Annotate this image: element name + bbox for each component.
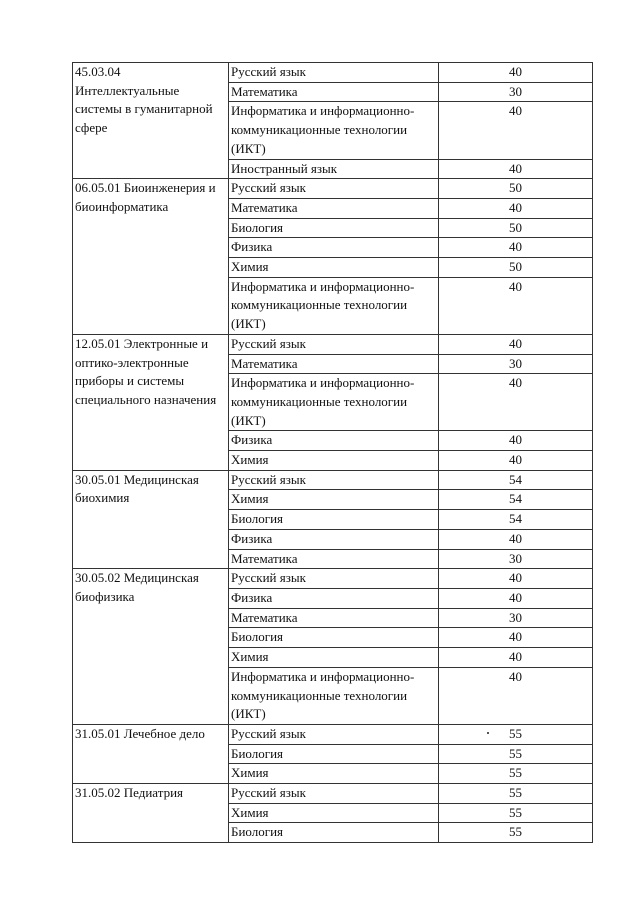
table-row [73, 334, 593, 354]
min-score: 30 [439, 354, 593, 374]
subject-name: Русский язык [229, 470, 439, 490]
min-score: 54 [439, 490, 593, 510]
min-score: 40 [439, 588, 593, 608]
min-score: 30 [439, 82, 593, 102]
subject-name: Русский язык [229, 334, 439, 354]
min-score: 40 [439, 277, 593, 334]
program-name: 12.05.01 Электронные и оптико-электронные приборы и системы специального назначения [73, 334, 229, 470]
min-score: 40 [439, 628, 593, 648]
subject-name: Химия [229, 490, 439, 510]
subject-name: Химия [229, 803, 439, 823]
min-score: 55 [439, 724, 593, 744]
min-score: 40 [439, 238, 593, 258]
min-score: 40 [439, 159, 593, 179]
min-score: 50 [439, 258, 593, 278]
min-score: 40 [439, 374, 593, 431]
table-row [73, 569, 593, 589]
min-score: 40 [439, 102, 593, 159]
subject-name: Математика [229, 198, 439, 218]
min-score: 40 [439, 63, 593, 83]
min-score: 40 [439, 648, 593, 668]
min-score: 55 [439, 803, 593, 823]
min-score: 54 [439, 510, 593, 530]
subject-name: Математика [229, 354, 439, 374]
table-row [73, 784, 593, 804]
program-name: 06.05.01 Биоинженерия и биоинформатика [73, 179, 229, 335]
min-score: 50 [439, 218, 593, 238]
subject-name: Информатика и информационно-коммуникационные технологии (ИКТ) [229, 667, 439, 724]
min-score: 54 [439, 470, 593, 490]
subject-name: Биология [229, 510, 439, 530]
min-score: 55 [439, 784, 593, 804]
subject-name: Биология [229, 744, 439, 764]
program-name: 31.05.02 Педиатрия [73, 784, 229, 843]
subject-name: Химия [229, 648, 439, 668]
table-row [73, 724, 593, 744]
subject-name: Физика [229, 588, 439, 608]
program-name: 31.05.01 Лечебное дело [73, 724, 229, 783]
subject-name: Информатика и информационно-коммуникационные технологии (ИКТ) [229, 277, 439, 334]
min-score: 30 [439, 549, 593, 569]
min-score: 30 [439, 608, 593, 628]
min-score: 40 [439, 334, 593, 354]
subject-name: Химия [229, 451, 439, 471]
min-score: 40 [439, 569, 593, 589]
min-score: 40 [439, 667, 593, 724]
subject-name: Химия [229, 258, 439, 278]
program-name: 30.05.02 Медицинская биофизика [73, 569, 229, 725]
program-name: 45.03.04 Интеллектуальные системы в гуманитарной сфере [73, 63, 229, 179]
subject-name: Физика [229, 529, 439, 549]
min-score: 55 [439, 764, 593, 784]
table-row [73, 470, 593, 490]
admission-scores-table [72, 62, 593, 843]
subject-name: Математика [229, 549, 439, 569]
subject-name: Русский язык [229, 63, 439, 83]
subject-name: Химия [229, 764, 439, 784]
scan-speck [487, 732, 489, 734]
subject-name: Русский язык [229, 724, 439, 744]
min-score: 40 [439, 529, 593, 549]
min-score: 55 [439, 823, 593, 843]
subject-name: Физика [229, 238, 439, 258]
subject-name: Биология [229, 823, 439, 843]
subject-name: Русский язык [229, 179, 439, 199]
min-score: 40 [439, 451, 593, 471]
program-name: 30.05.01 Медицинская биохимия [73, 470, 229, 569]
table-row [73, 63, 593, 83]
subject-name: Биология [229, 218, 439, 238]
subject-name: Русский язык [229, 784, 439, 804]
min-score: 55 [439, 744, 593, 764]
min-score: 40 [439, 431, 593, 451]
table-row [73, 179, 593, 199]
min-score: 50 [439, 179, 593, 199]
subject-name: Информатика и информационно-коммуникационные технологии (ИКТ) [229, 102, 439, 159]
subject-name: Физика [229, 431, 439, 451]
subject-name: Математика [229, 608, 439, 628]
min-score: 40 [439, 198, 593, 218]
subject-name: Математика [229, 82, 439, 102]
subject-name: Информатика и информационно-коммуникационные технологии (ИКТ) [229, 374, 439, 431]
subject-name: Русский язык [229, 569, 439, 589]
subject-name: Биология [229, 628, 439, 648]
subject-name: Иностранный язык [229, 159, 439, 179]
